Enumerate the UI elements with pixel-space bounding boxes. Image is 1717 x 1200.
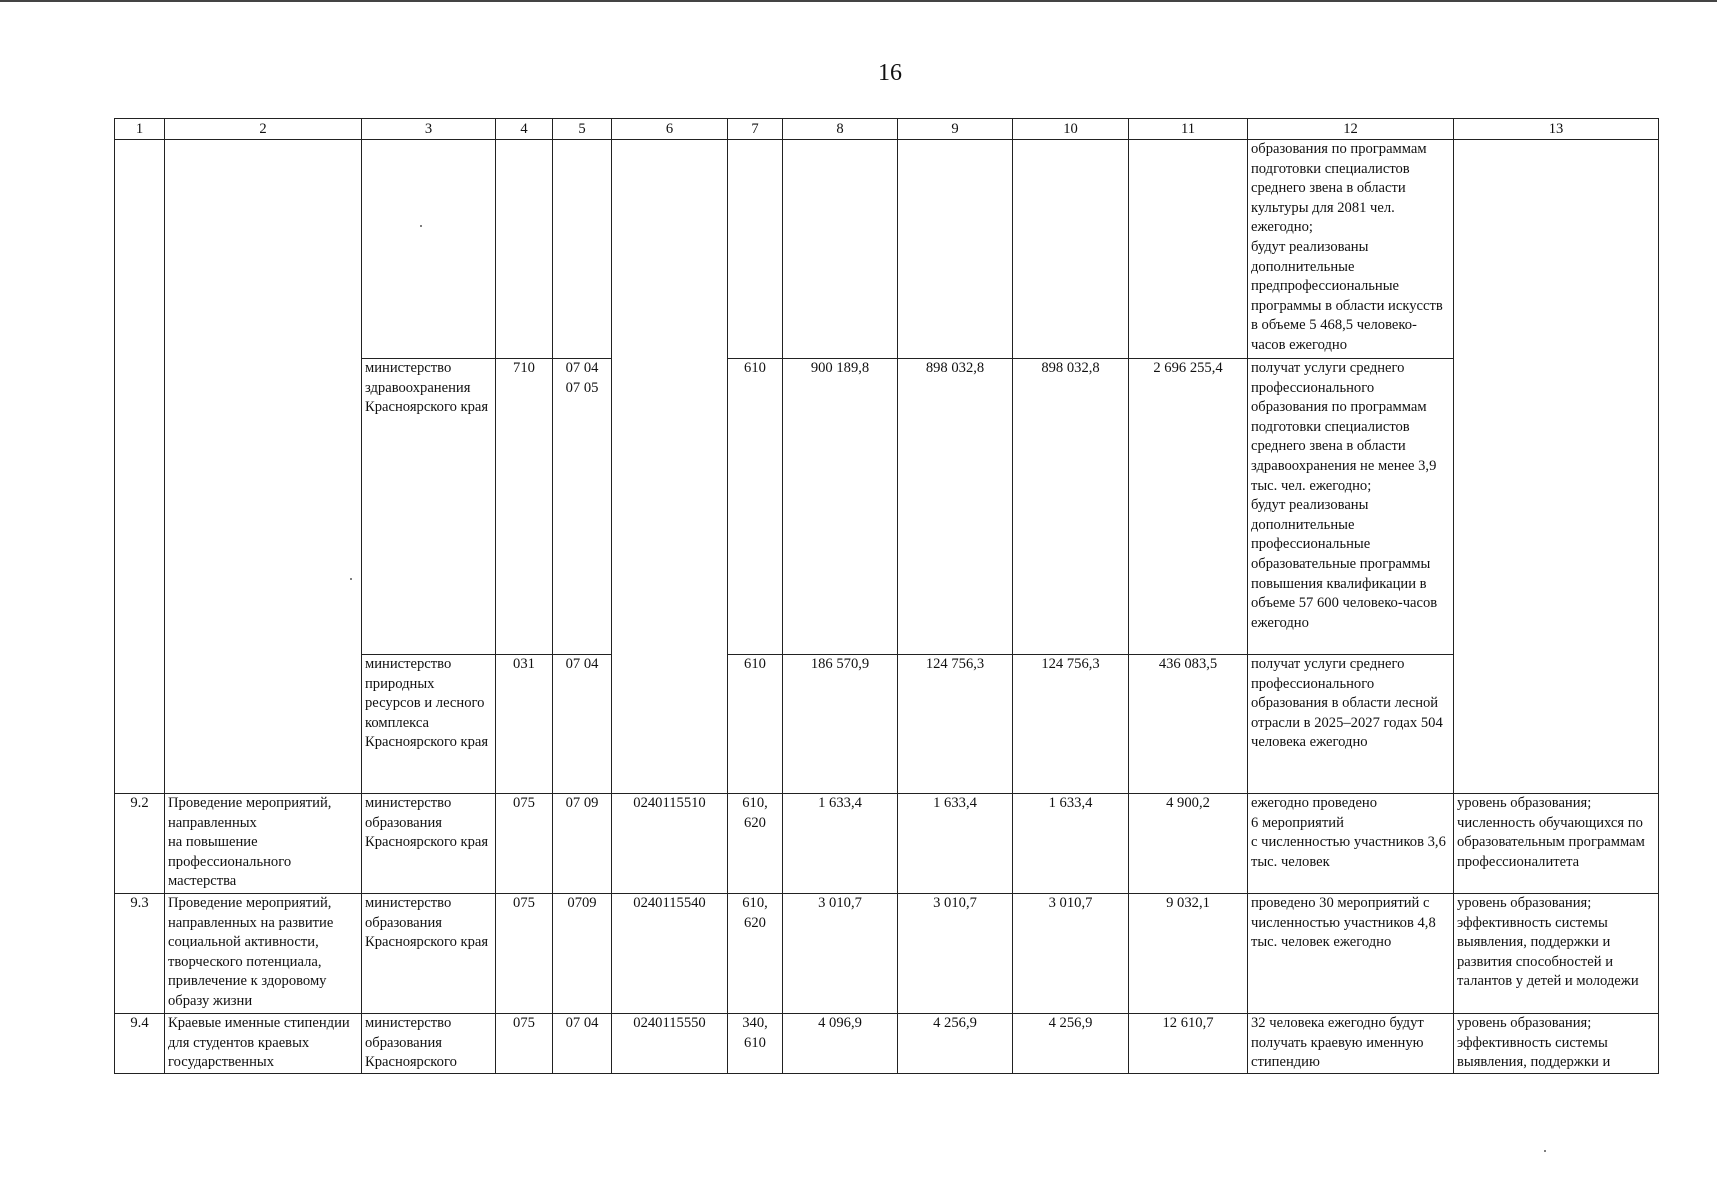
cell-num: 9.4 — [115, 1014, 165, 1074]
cell-y2027: 4 256,9 — [1013, 1014, 1129, 1074]
cell-result: образования по программам подготовки специалистов среднего звена в области культуры для 2081 чел. ежегодно; будут реализованы дополнительные предпрофессиональные программы в области искусств в объеме 5 468,5 человеко-часов ежегодно — [1248, 140, 1454, 359]
cell-csr: 0240115510 — [612, 794, 728, 894]
cell-grbs — [496, 140, 553, 359]
column-header: 12 — [1248, 119, 1454, 140]
cell-indicator: уровень образования; эффективность системы выявления, поддержки и — [1454, 1014, 1659, 1074]
cell-y2025: 186 570,9 — [783, 655, 898, 794]
cell-result: получат услуги среднего профессионального образования по программам подготовки специалистов среднего звена в области здравоохранения не менее 3,9 тыс. чел. ежегодно; будут реализованы дополнительные профессиональные образовательные программы повышения квалификации в объеме 57 600 человеко-часов ежегодно — [1248, 359, 1454, 655]
scan-speck — [350, 578, 352, 580]
cell-agency: министерство образования Красноярского края — [362, 794, 496, 894]
cell-vr: 340, 610 — [728, 1014, 783, 1074]
cell-grbs: 710 — [496, 359, 553, 655]
cell-y2025: 3 010,7 — [783, 894, 898, 1014]
table-row — [115, 140, 1659, 359]
cell-agency: министерство образования Красноярского — [362, 1014, 496, 1074]
scan-speck — [1544, 1150, 1546, 1152]
cell-name: Краевые именные стипендии для студентов краевых государственных — [165, 1014, 362, 1074]
column-header: 13 — [1454, 119, 1659, 140]
cell-vr: 610 — [728, 359, 783, 655]
cell-total: 2 696 255,4 — [1129, 359, 1248, 655]
cell-indicator — [1454, 140, 1659, 794]
cell-vr: 610 — [728, 655, 783, 794]
cell-num — [115, 140, 165, 794]
cell-y2026: 4 256,9 — [898, 1014, 1013, 1074]
cell-y2026: 124 756,3 — [898, 655, 1013, 794]
cell-y2026: 1 633,4 — [898, 794, 1013, 894]
column-number-row — [115, 119, 1659, 140]
cell-vr: 610, 620 — [728, 894, 783, 1014]
cell-y2025: 4 096,9 — [783, 1014, 898, 1074]
cell-y2026: 3 010,7 — [898, 894, 1013, 1014]
cell-y2027 — [1013, 140, 1129, 359]
cell-num: 9.3 — [115, 894, 165, 1014]
column-header: 3 — [362, 119, 496, 140]
cell-result: 32 человека ежегодно будут получать краевую именную стипендию — [1248, 1014, 1454, 1074]
cell-section — [553, 140, 612, 359]
column-header: 10 — [1013, 119, 1129, 140]
cell-y2025: 900 189,8 — [783, 359, 898, 655]
cell-section: 0709 — [553, 894, 612, 1014]
cell-indicator: уровень образования; эффективность системы выявления, поддержки и развития способностей и талантов у детей и молодежи — [1454, 894, 1659, 1014]
cell-y2027: 898 032,8 — [1013, 359, 1129, 655]
cell-grbs: 075 — [496, 794, 553, 894]
cell-indicator: уровень образования; численность обучающихся по образовательным программам профессионалитета — [1454, 794, 1659, 894]
cell-name: Проведение мероприятий, направленных на повышение профессионального мастерства — [165, 794, 362, 894]
cell-csr — [612, 140, 728, 794]
table-row — [115, 1014, 1659, 1074]
cell-vr — [728, 140, 783, 359]
cell-name — [165, 140, 362, 794]
cell-total: 12 610,7 — [1129, 1014, 1248, 1074]
cell-name: Проведение мероприятий, направленных на развитие социальной активности, творческого потенциала, привлечение к здоровому образу жизни — [165, 894, 362, 1014]
column-header: 11 — [1129, 119, 1248, 140]
cell-num: 9.2 — [115, 794, 165, 894]
cell-vr: 610, 620 — [728, 794, 783, 894]
cell-result: проведено 30 мероприятий с численностью участников 4,8 тыс. человек ежегодно — [1248, 894, 1454, 1014]
column-header: 6 — [612, 119, 728, 140]
cell-grbs: 075 — [496, 894, 553, 1014]
cell-section: 07 04 — [553, 655, 612, 794]
top-rule — [0, 0, 1717, 2]
cell-agency — [362, 140, 496, 359]
cell-y2026 — [898, 140, 1013, 359]
table-row — [115, 794, 1659, 894]
cell-total: 436 083,5 — [1129, 655, 1248, 794]
cell-y2025 — [783, 140, 898, 359]
cell-agency: министерство природных ресурсов и лесного комплекса Красноярского края — [362, 655, 496, 794]
page-number: 16 — [878, 60, 902, 86]
cell-section: 07 04 — [553, 1014, 612, 1074]
cell-agency: министерство образования Красноярского края — [362, 894, 496, 1014]
cell-section: 07 09 — [553, 794, 612, 894]
scan-speck — [420, 225, 422, 227]
cell-total — [1129, 140, 1248, 359]
column-header: 2 — [165, 119, 362, 140]
cell-y2027: 124 756,3 — [1013, 655, 1129, 794]
budget-table — [114, 118, 1659, 1074]
cell-total: 9 032,1 — [1129, 894, 1248, 1014]
cell-agency: министерство здравоохранения Красноярского края — [362, 359, 496, 655]
cell-total: 4 900,2 — [1129, 794, 1248, 894]
cell-section: 07 04 07 05 — [553, 359, 612, 655]
cell-y2025: 1 633,4 — [783, 794, 898, 894]
column-header: 1 — [115, 119, 165, 140]
cell-result: ежегодно проведено 6 мероприятий с численностью участников 3,6 тыс. человек — [1248, 794, 1454, 894]
cell-y2027: 1 633,4 — [1013, 794, 1129, 894]
cell-csr: 0240115550 — [612, 1014, 728, 1074]
cell-y2026: 898 032,8 — [898, 359, 1013, 655]
cell-grbs: 031 — [496, 655, 553, 794]
column-header: 7 — [728, 119, 783, 140]
cell-result: получат услуги среднего профессионального образования в области лесной отрасли в 2025–2027 годах 504 человека ежегодно — [1248, 655, 1454, 794]
column-header: 5 — [553, 119, 612, 140]
column-header: 4 — [496, 119, 553, 140]
cell-y2027: 3 010,7 — [1013, 894, 1129, 1014]
column-header: 9 — [898, 119, 1013, 140]
column-header: 8 — [783, 119, 898, 140]
cell-csr: 0240115540 — [612, 894, 728, 1014]
table-row — [115, 894, 1659, 1014]
cell-grbs: 075 — [496, 1014, 553, 1074]
